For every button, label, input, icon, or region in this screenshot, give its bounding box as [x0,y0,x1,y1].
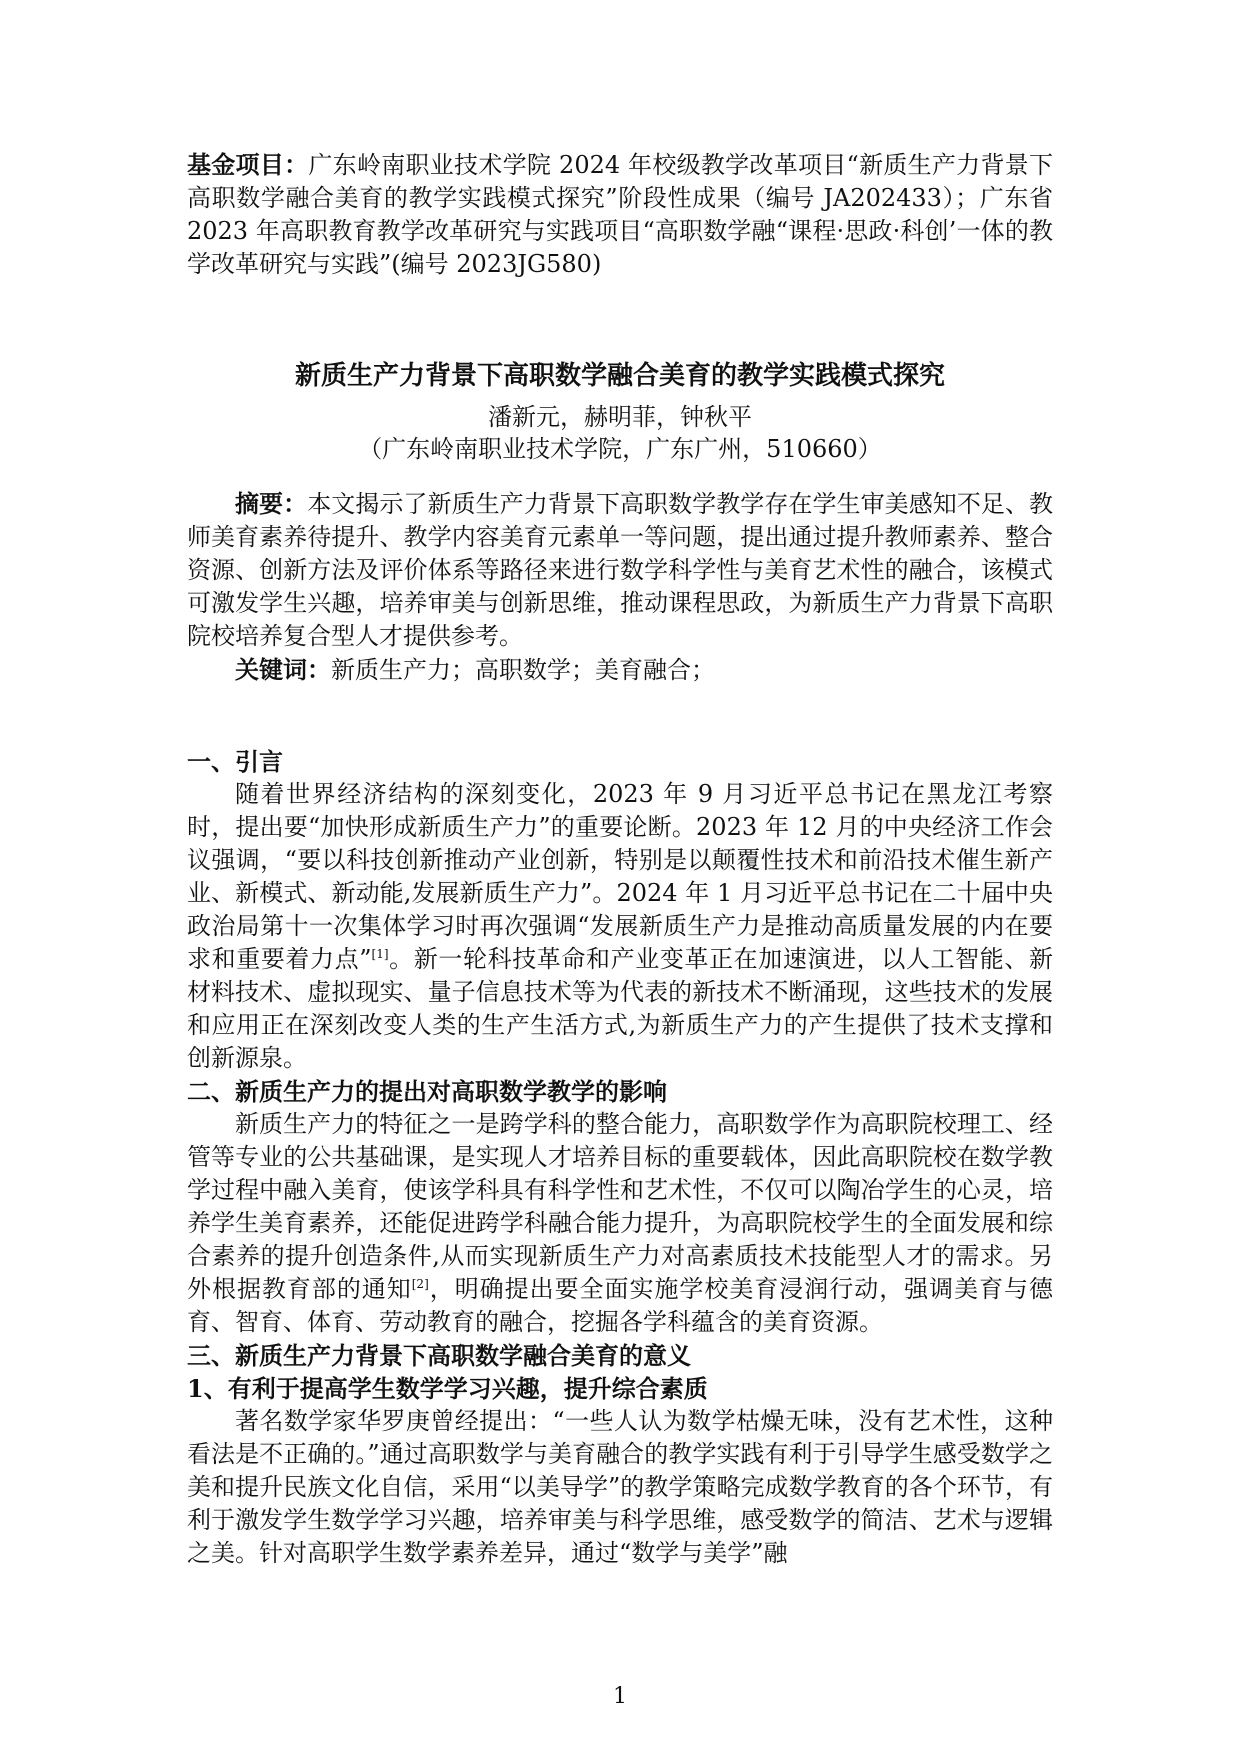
intro-text-a: 随着世界经济结构的深刻变化，2023 年 9 月习近平总书记在黑龙江考察时，提出要“加快形成新质生产力”的重要论断。2023 年 12 月的中央经济工作会议强调，“要以科技创新推动产业创新，特别是以颠覆性技术和前沿技术催生新产业、新模式、新动能,发展新质生产力”。2024 年 1 月习近平总书记在二十届中央政治局第十一次集体学习时再次强调“发展新质生产力是推动高质量发展的内在要求和重要着力点” [187,780,1053,973]
abstract-label: 摘要： [235,489,308,518]
fund-text: 广东岭南职业技术学院 2024 年校级教学改革项目“新质生产力背景下高职数学融合美育的教学实践模式探究”阶段性成果（编号 JA202433）；广东省 2023 年高职教育教学改革研究与实践项目“高职数学融“课程·思政·科创’一体的教学改革研究与实践”(编号 2023JG580) [187,151,1054,278]
intro-paragraph [187,778,1053,1075]
citation-ref-1[interactable]: [1] [371,947,389,961]
fund-label: 基金项目： [187,150,309,179]
subsection-heading-interest: 1、有利于提高学生数学学习兴趣，提升综合素质 [187,1374,708,1403]
section-heading-impact: 二、新质生产力的提出对高职数学教学的影响 [187,1077,667,1106]
interest-paragraph: 著名数学家华罗庚曾经提出：“一些人认为数学枯燥无味，没有艺术性，这种看法是不正确的。”通过高职数学与美育融合的教学实践有利于引导学生感受数学之美和提升民族文化自信，采用“以美导学”的教学策略完成数学教育的各个环节，有利于激发学生数学学习兴趣，培养审美与科学思维，感受数学的简洁、艺术与逻辑之美。针对高职学生数学素养差异，通过“数学与美学”融 [187,1407,1053,1567]
impact-paragraph [187,1108,1053,1339]
keywords [187,653,1053,687]
citation-ref-2[interactable]: [2] [411,1277,429,1291]
fund-note [187,148,1053,281]
keywords-text: 新质生产力；高职数学；美育融合； [331,656,715,684]
keywords-label: 关键词： [235,655,331,684]
authors: 潘新元，赫明菲，钟秋平 [488,403,752,431]
section-heading-intro: 一、引言 [187,747,283,776]
content [187,148,1053,1570]
paper-title: 新质生产力背景下高职数学融合美育的教学实践模式探究 [294,361,945,391]
affiliation: （广东岭南职业技术学院，广东广州，510660） [358,435,882,463]
section-heading-significance: 三、新质生产力背景下高职数学融合美育的意义 [187,1341,691,1370]
page-number: 1 [613,1684,627,1709]
abstract-text: 本文揭示了新质生产力背景下高职数学教学存在学生审美感知不足、教师美育素养待提升、教学内容美育元素单一等问题，提出通过提升教师素养、整合资源、创新方法及评价体系等路径来进行数学科学性与美育艺术性的融合，该模式可激发学生兴趣，培养审美与创新思维，推动课程思政，为新质生产力背景下高职院校培养复合型人才提供参考。 [187,490,1054,650]
impact-text-b: ，明确提出要全面实施学校美育浸润行动，强调美育与德育、智育、体育、劳动教育的融合，挖掘各学科蕴含的美育资源。 [187,1275,1054,1336]
abstract [187,487,1053,653]
impact-text-a: 新质生产力的特征之一是跨学科的整合能力，高职数学作为高职院校理工、经管等专业的公共基础课，是实现人才培养目标的重要载体，因此高职院校在数学教学过程中融入美育，使该学科具有科学性和艺术性，不仅可以陶冶学生的心灵，培养学生美育素养，还能促进跨学科融合能力提升，为高职院校学生的全面发展和综合素养的提升创造条件,从而实现新质生产力对高素质技术技能型人才的需求。另外根据教育部的通知 [187,1110,1053,1303]
intro-text-b: 。新一轮科技革命和产业变革正在加速演进，以人工智能、新材料技术、虚拟现实、量子信息技术等为代表的新技术不断涌现，这些技术的发展和应用正在深刻改变人类的生产生活方式,为新质生产力的产生提供了技术支撑和创新源泉。 [187,945,1053,1072]
